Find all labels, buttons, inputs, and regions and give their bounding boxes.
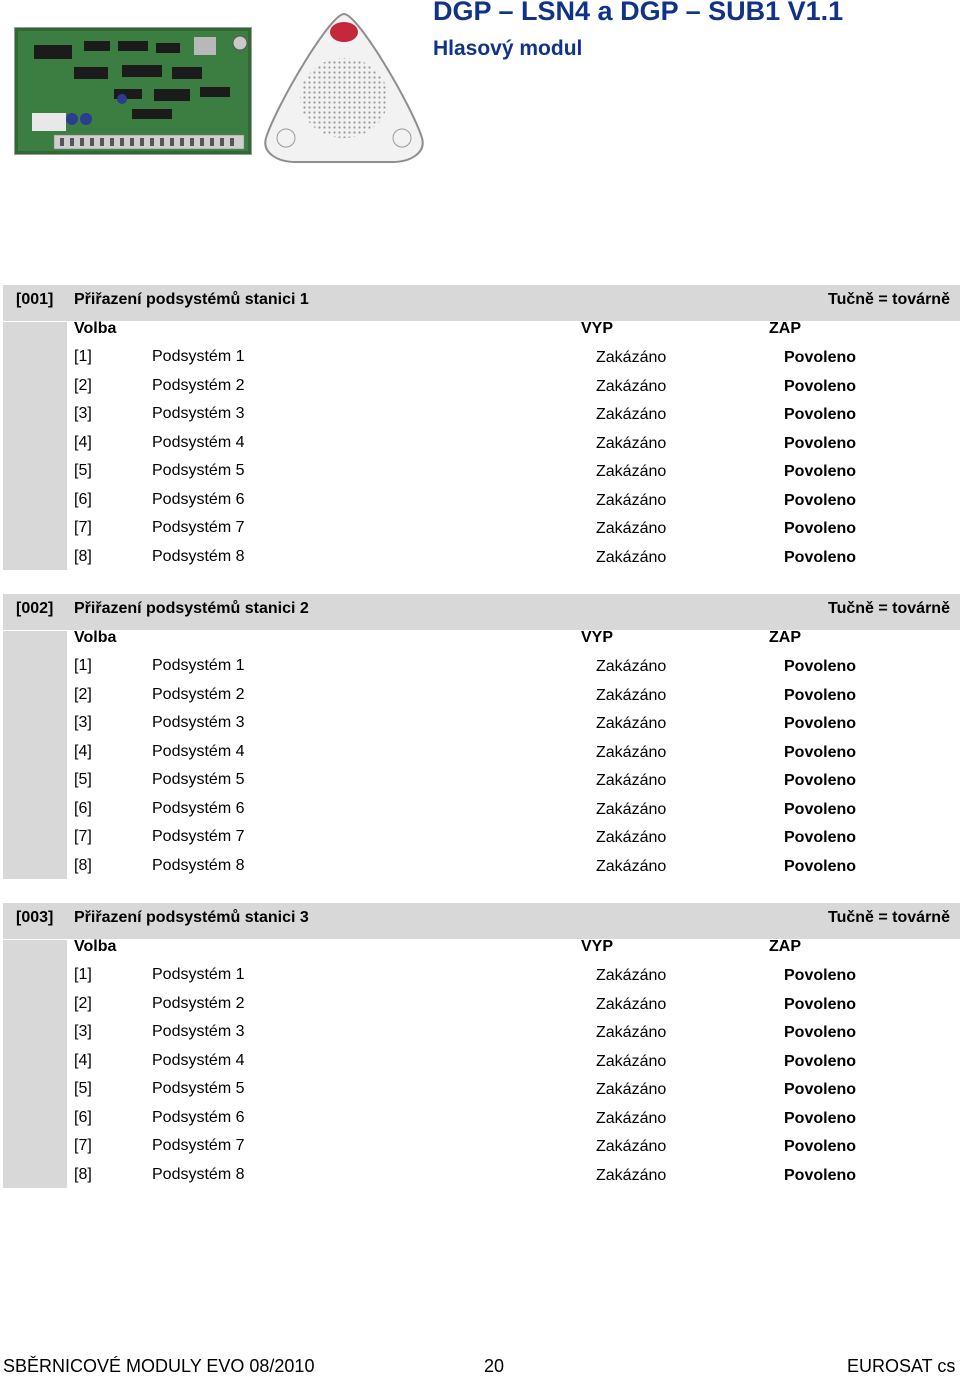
- option-key: [6]: [74, 799, 92, 817]
- option-label: Podsystém 2: [152, 994, 245, 1012]
- option-on-value: Povoleno: [784, 463, 857, 480]
- option-label: Podsystém 5: [152, 771, 245, 788]
- option-key: [2]: [74, 685, 92, 703]
- section-gutter: [3, 322, 67, 570]
- column-header-on: ZAP: [769, 938, 801, 955]
- section-title: Přiřazení podsystémů stanici 3: [74, 909, 309, 926]
- option-off-value: Zakázáno: [596, 434, 667, 452]
- document-subtitle: Hlasový modul: [433, 37, 583, 60]
- option-on-value: Povoleno: [784, 1081, 857, 1098]
- option-off-value: Zakázáno: [596, 995, 667, 1013]
- option-off-value: Zakázáno: [596, 829, 667, 846]
- option-on-value: Povoleno: [784, 772, 857, 789]
- column-header-off: VYP: [581, 320, 614, 337]
- option-label: Podsystém 6: [152, 490, 245, 508]
- circuit-board-image: [14, 27, 252, 155]
- option-off-value: Zakázáno: [596, 658, 667, 675]
- option-off-value: Zakázáno: [596, 520, 667, 537]
- option-on-value: Povoleno: [784, 743, 857, 761]
- section-gutter: [3, 940, 67, 1188]
- option-key: [8]: [74, 547, 92, 565]
- option-on-value: Povoleno: [784, 548, 857, 566]
- factory-default-note: Tučně = továrně: [828, 909, 950, 926]
- option-off-value: Zakázáno: [596, 548, 667, 566]
- option-label: Podsystém 3: [152, 1023, 245, 1040]
- option-section: [3, 285, 960, 570]
- option-key: [5]: [74, 771, 92, 788]
- footer-page-number: 20: [484, 1356, 505, 1376]
- option-on-value: Povoleno: [784, 491, 857, 509]
- option-label: Podsystém 4: [152, 433, 245, 451]
- option-on-value: Povoleno: [784, 800, 857, 818]
- option-off-value: Zakázáno: [596, 463, 667, 480]
- option-off-value: Zakázáno: [596, 743, 667, 761]
- column-header-option: Volba: [74, 938, 117, 955]
- option-off-value: Zakázáno: [596, 967, 667, 984]
- option-on-value: Povoleno: [784, 434, 857, 452]
- factory-default-note: Tučně = továrně: [828, 291, 950, 308]
- option-key: [3]: [74, 405, 92, 422]
- column-header-option: Volba: [74, 629, 117, 646]
- option-key: [4]: [74, 433, 92, 451]
- option-off-value: Zakázáno: [596, 491, 667, 509]
- option-label: Podsystém 6: [152, 1108, 245, 1126]
- option-on-value: Povoleno: [784, 857, 857, 875]
- option-key: [8]: [74, 856, 92, 874]
- option-label: Podsystém 3: [152, 714, 245, 731]
- option-off-value: Zakázáno: [596, 772, 667, 789]
- option-label: Podsystém 7: [152, 1137, 245, 1154]
- column-header-on: ZAP: [769, 320, 801, 337]
- option-off-value: Zakázáno: [596, 1109, 667, 1127]
- option-key: [5]: [74, 462, 92, 479]
- option-off-value: Zakázáno: [596, 377, 667, 395]
- option-label: Podsystém 8: [152, 856, 245, 874]
- option-off-value: Zakázáno: [596, 800, 667, 818]
- option-label: Podsystém 7: [152, 828, 245, 845]
- option-off-value: Zakázáno: [596, 686, 667, 704]
- option-key: [2]: [74, 994, 92, 1012]
- option-off-value: Zakázáno: [596, 349, 667, 366]
- speaker-module-image: [262, 10, 426, 164]
- option-key: [6]: [74, 1108, 92, 1126]
- column-header-off: VYP: [581, 938, 614, 955]
- option-off-value: Zakázáno: [596, 1138, 667, 1155]
- option-section: [3, 594, 960, 879]
- option-on-value: Povoleno: [784, 1138, 857, 1155]
- column-header-on: ZAP: [769, 629, 801, 646]
- option-on-value: Povoleno: [784, 829, 857, 846]
- option-key: [2]: [74, 376, 92, 394]
- option-key: [1]: [74, 657, 92, 674]
- option-label: Podsystém 4: [152, 742, 245, 760]
- option-key: [7]: [74, 1137, 92, 1154]
- option-label: Podsystém 5: [152, 1080, 245, 1097]
- footer-left: SBĚRNICOVÉ MODULY EVO 08/2010: [3, 1356, 315, 1376]
- option-label: Podsystém 4: [152, 1051, 245, 1069]
- section-code: [003]: [16, 909, 54, 926]
- option-section: [3, 903, 960, 1188]
- column-header-option: Volba: [74, 320, 117, 337]
- column-header-off: VYP: [581, 629, 614, 646]
- option-off-value: Zakázáno: [596, 1166, 667, 1184]
- option-label: Podsystém 2: [152, 685, 245, 703]
- option-off-value: Zakázáno: [596, 1081, 667, 1098]
- option-on-value: Povoleno: [784, 967, 857, 984]
- option-on-value: Povoleno: [784, 1052, 857, 1070]
- section-code: [002]: [16, 600, 54, 617]
- option-key: [8]: [74, 1165, 92, 1183]
- option-key: [3]: [74, 714, 92, 731]
- option-on-value: Povoleno: [784, 520, 857, 537]
- option-on-value: Povoleno: [784, 1024, 857, 1041]
- option-on-value: Povoleno: [784, 658, 857, 675]
- option-label: Podsystém 8: [152, 1165, 245, 1183]
- option-label: Podsystém 3: [152, 405, 245, 422]
- option-on-value: Povoleno: [784, 1166, 857, 1184]
- section-code: [001]: [16, 291, 54, 308]
- option-off-value: Zakázáno: [596, 1024, 667, 1041]
- section-title: Přiřazení podsystémů stanici 1: [74, 291, 309, 308]
- option-on-value: Povoleno: [784, 715, 857, 732]
- option-key: [7]: [74, 519, 92, 536]
- option-off-value: Zakázáno: [596, 857, 667, 875]
- factory-default-note: Tučně = továrně: [828, 600, 950, 617]
- footer-right: EUROSAT cs: [847, 1356, 956, 1376]
- option-key: [4]: [74, 1051, 92, 1069]
- option-on-value: Povoleno: [784, 377, 857, 395]
- document-title: DGP – LSN4 a DGP – SUB1 V1.1: [433, 0, 844, 26]
- section-title: Přiřazení podsystémů stanici 2: [74, 600, 309, 617]
- option-off-value: Zakázáno: [596, 406, 667, 423]
- option-label: Podsystém 1: [152, 657, 245, 674]
- option-label: Podsystém 8: [152, 547, 245, 565]
- option-key: [5]: [74, 1080, 92, 1097]
- option-off-value: Zakázáno: [596, 1052, 667, 1070]
- section-gutter: [3, 631, 67, 879]
- option-key: [4]: [74, 742, 92, 760]
- option-key: [1]: [74, 966, 92, 983]
- option-off-value: Zakázáno: [596, 715, 667, 732]
- option-label: Podsystém 7: [152, 519, 245, 536]
- option-key: [3]: [74, 1023, 92, 1040]
- option-on-value: Povoleno: [784, 349, 857, 366]
- option-label: Podsystém 1: [152, 966, 245, 983]
- option-label: Podsystém 6: [152, 799, 245, 817]
- option-key: [7]: [74, 828, 92, 845]
- option-on-value: Povoleno: [784, 686, 857, 704]
- option-on-value: Povoleno: [784, 995, 857, 1013]
- option-on-value: Povoleno: [784, 406, 857, 423]
- option-key: [1]: [74, 348, 92, 365]
- option-label: Podsystém 2: [152, 376, 245, 394]
- option-on-value: Povoleno: [784, 1109, 857, 1127]
- option-label: Podsystém 1: [152, 348, 245, 365]
- option-label: Podsystém 5: [152, 462, 245, 479]
- option-key: [6]: [74, 490, 92, 508]
